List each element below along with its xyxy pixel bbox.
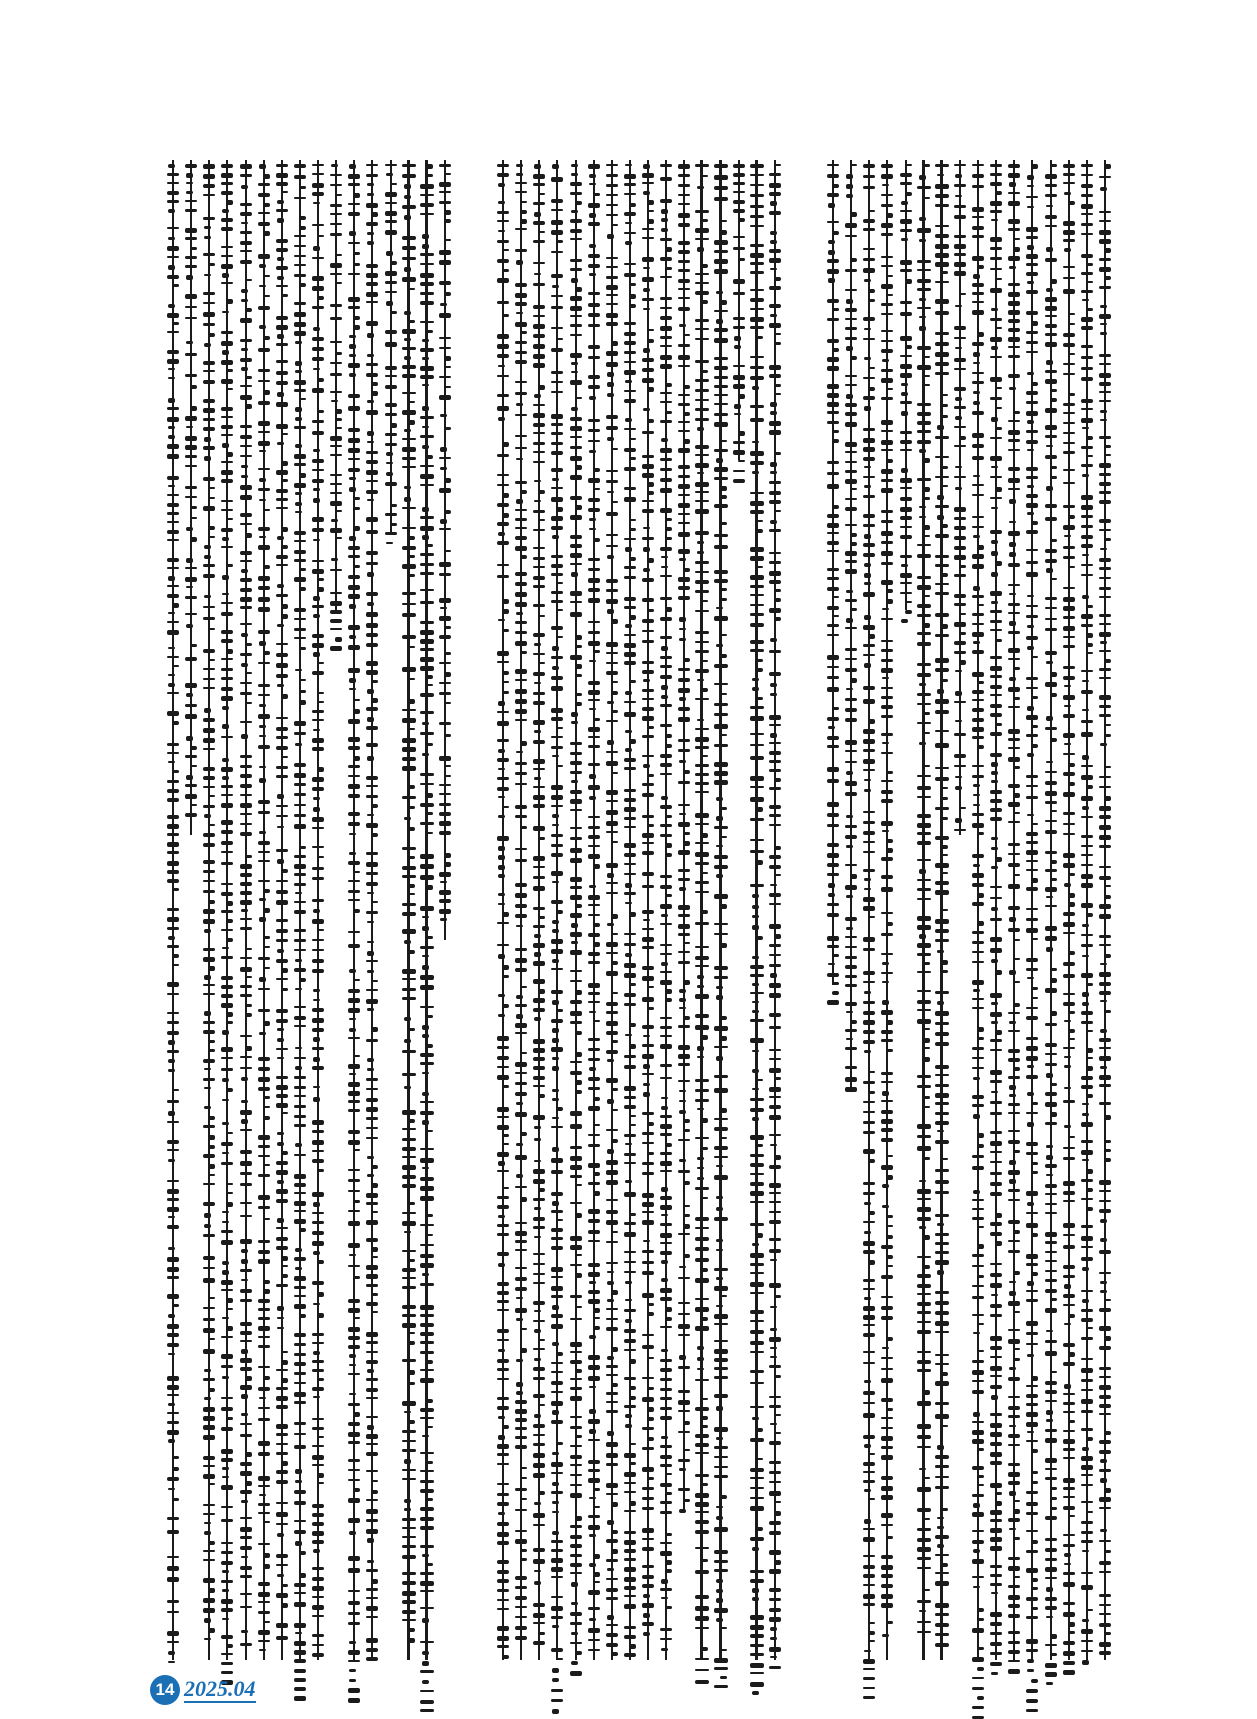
text-line xyxy=(713,160,729,1660)
text-line xyxy=(419,160,435,1660)
text-line xyxy=(183,160,199,835)
text-line xyxy=(201,160,217,1660)
text-line xyxy=(879,160,895,1660)
text-column-left xyxy=(165,160,455,1660)
page-footer xyxy=(150,1675,256,1705)
text-line xyxy=(916,160,932,1660)
article-body xyxy=(165,160,1105,1660)
text-line xyxy=(898,160,914,610)
text-line xyxy=(988,160,1004,1660)
text-line xyxy=(1079,160,1095,1660)
text-line xyxy=(749,160,765,1660)
text-line xyxy=(437,160,453,940)
text-line xyxy=(1006,160,1022,1660)
text-line xyxy=(383,160,399,535)
text-line xyxy=(586,160,602,1660)
text-line xyxy=(292,160,308,1660)
text-line xyxy=(219,160,235,1660)
text-line xyxy=(401,160,417,1660)
text-line xyxy=(1043,160,1059,1660)
text-line xyxy=(658,160,674,1660)
text-line xyxy=(513,160,529,1660)
issue-date: 2025.04 xyxy=(184,1676,256,1701)
text-line xyxy=(568,160,584,1660)
text-line xyxy=(346,160,362,1660)
text-line xyxy=(364,160,380,1660)
text-line xyxy=(310,160,326,1660)
text-line xyxy=(495,160,511,1660)
text-line xyxy=(640,160,656,1660)
text-column-middle xyxy=(495,160,785,1660)
text-line xyxy=(1024,160,1040,1660)
text-line xyxy=(676,160,692,1510)
text-line xyxy=(934,160,950,1660)
text-line xyxy=(328,160,344,610)
text-line xyxy=(531,160,547,1660)
text-line xyxy=(694,160,710,1660)
text-line xyxy=(843,160,859,1090)
text-line xyxy=(1061,160,1077,1660)
text-line xyxy=(622,160,638,1660)
text-line xyxy=(970,160,986,1660)
text-line xyxy=(1097,160,1113,1660)
text-line xyxy=(952,160,968,835)
text-line xyxy=(165,160,181,1660)
text-line xyxy=(861,160,877,1660)
text-line xyxy=(825,160,841,985)
text-line xyxy=(604,160,620,1660)
text-line xyxy=(731,160,747,460)
text-line xyxy=(549,160,565,1660)
text-column-right xyxy=(825,160,1115,1660)
page-number-badge: 14 xyxy=(150,1675,180,1705)
text-line xyxy=(238,160,254,1660)
text-line xyxy=(256,160,272,1660)
text-line xyxy=(274,160,290,1660)
text-line xyxy=(767,160,783,1660)
